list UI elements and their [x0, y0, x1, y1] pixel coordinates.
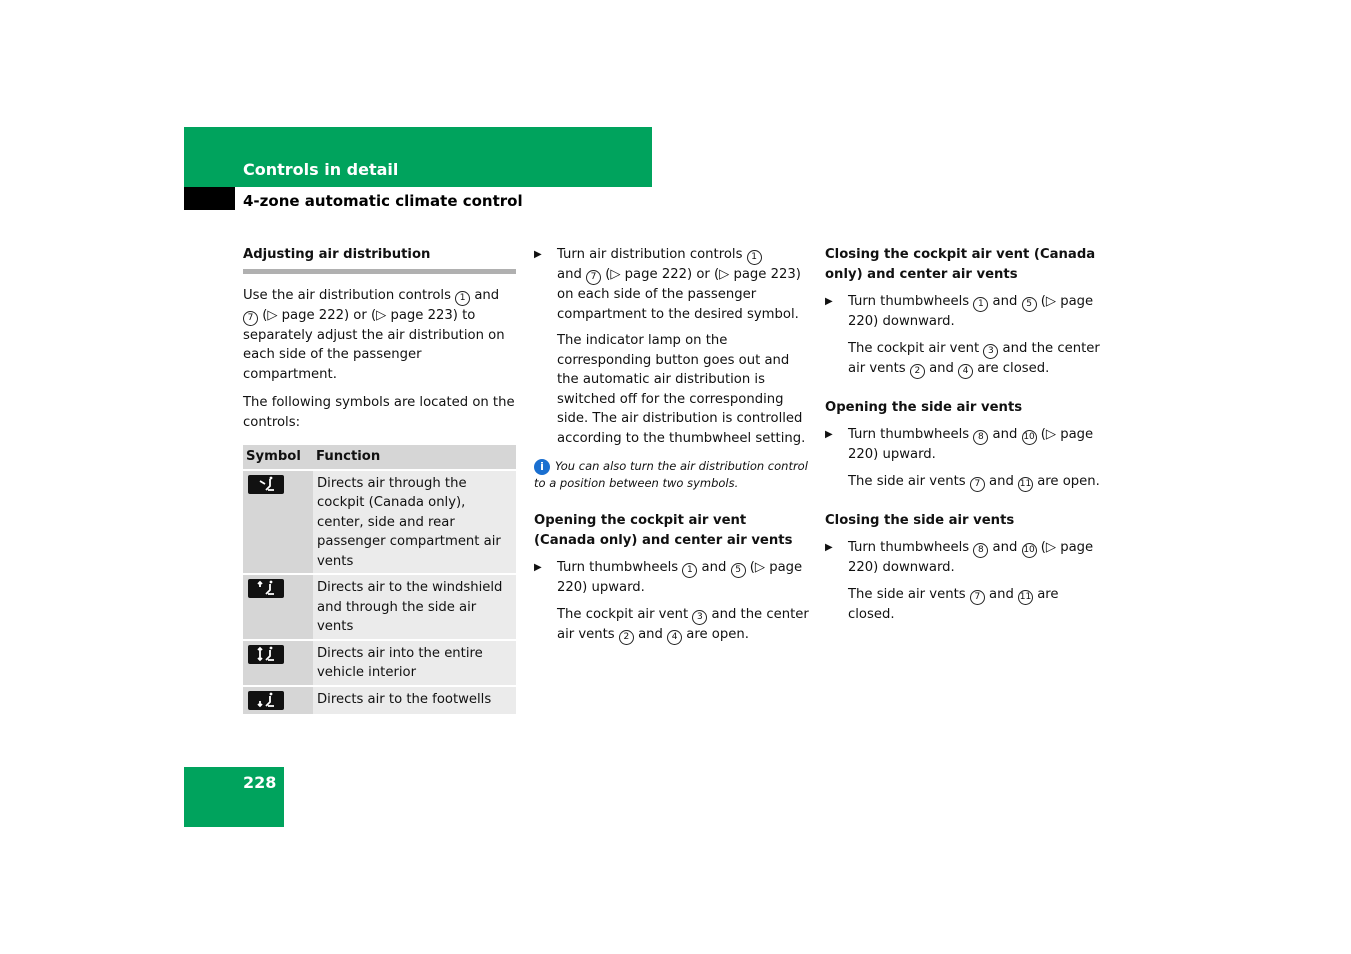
text: Use the air distribution controls: [243, 287, 456, 303]
symbol-cell: [243, 686, 313, 715]
footwell-icon: [248, 691, 284, 710]
text: and: [557, 267, 587, 282]
section-title: Controls in detail: [243, 160, 399, 179]
bullet-arrow-icon: ▶: [825, 429, 833, 440]
callout-number: 5: [731, 563, 746, 578]
header-function: Function: [313, 445, 516, 470]
text: The cockpit air vent: [848, 340, 984, 356]
callout-number: 7: [243, 311, 258, 326]
text: and: [470, 287, 500, 303]
callout-number: 3: [692, 610, 707, 625]
callout-number: 11: [1018, 590, 1033, 605]
text: and: [984, 586, 1019, 602]
callout-number: 3: [983, 344, 998, 359]
text: (▷ page 220) downward.: [848, 294, 1094, 329]
info-icon: i: [534, 459, 550, 475]
paragraph-indicator-lamp: The indicator lamp on the corresponding button goes out and the automatic air distribution is switched off for the corresponding side. The air distribution is controlled according to the thumbwheel setting.: [557, 333, 806, 446]
callout-number: 5: [1022, 297, 1037, 312]
entire-interior-icon: [248, 645, 284, 664]
page-number: 228: [243, 773, 277, 792]
heading-adjusting-air-distribution: Adjusting air distribution: [243, 247, 431, 262]
windshield-side-vents-icon: [248, 579, 284, 598]
function-cell: Directs air into the entire vehicle interior: [313, 640, 516, 686]
bullet-arrow-icon: ▶: [534, 562, 542, 573]
paragraph-intro: [243, 286, 516, 385]
callout-number: 7: [586, 270, 601, 285]
heading-closing-cockpit-vent: Closing the cockpit air vent (Canada only) and center air vents: [825, 247, 1096, 282]
callout-number: 2: [619, 630, 634, 645]
symbol-cell: [243, 574, 313, 640]
callout-number: 4: [667, 630, 682, 645]
callout-number: 4: [958, 364, 973, 379]
table-row: [243, 686, 516, 715]
callout-number: 10: [1022, 543, 1037, 558]
instruction-step: [534, 245, 810, 324]
text: (▷ page 220) upward.: [557, 560, 803, 595]
text: (▷ page 222) or (▷ page 223) on each side of the passenger compartment to the desired symbol.: [557, 267, 801, 322]
instruction-step: [825, 538, 1105, 578]
callout-number: 8: [973, 543, 988, 558]
text: Turn thumbwheels: [848, 427, 974, 442]
column-middle: [534, 245, 810, 654]
bullet-arrow-icon: ▶: [825, 542, 833, 553]
function-cell: Directs air to the windshield and through the side air vents: [313, 574, 516, 640]
bullet-arrow-icon: ▶: [534, 249, 542, 260]
text: and: [697, 560, 731, 575]
text: are open.: [1033, 473, 1100, 489]
text: are closed.: [973, 360, 1050, 376]
callout-number: 1: [747, 250, 762, 265]
heading-opening-side-vents: Opening the side air vents: [825, 399, 1023, 415]
text: The side air vents: [848, 586, 970, 602]
result-text: [825, 585, 1105, 625]
text: The side air vents: [848, 473, 970, 489]
text: Turn thumbwheels: [848, 294, 974, 309]
heading-closing-side-vents: Closing the side air vents: [825, 512, 1015, 528]
instruction-step: [825, 292, 1105, 332]
symbol-function-table: [243, 445, 516, 716]
instruction-step: [534, 558, 810, 598]
result-text: [825, 472, 1105, 492]
callout-number: 7: [970, 477, 985, 492]
text: and: [633, 626, 668, 642]
subsection-title: 4-zone automatic climate control: [243, 192, 523, 210]
instruction-step: [825, 425, 1105, 465]
text: and: [988, 540, 1022, 555]
text: and: [988, 294, 1022, 309]
header-tab-marker: [184, 187, 235, 210]
text: (▷ page 222) or (▷ page 223) to separately adjust the air distribution on each side of the passenger compartment.: [243, 307, 505, 382]
symbol-cell: [243, 640, 313, 686]
callout-number: 2: [910, 364, 925, 379]
note-text: You can also turn the air distribution control to a position between two symbols.: [534, 459, 808, 490]
text: and the center air vents: [848, 340, 1100, 376]
paragraph-symbols: The following symbols are located on the controls:: [243, 395, 515, 430]
bullet-arrow-icon: ▶: [825, 296, 833, 307]
function-cell: Directs air through the cockpit (Canada only), center, side and rear passenger compartment air vents: [313, 470, 516, 575]
text: Turn thumbwheels: [848, 540, 974, 555]
column-right: [825, 245, 1105, 633]
text: Turn air distribution controls: [557, 247, 747, 262]
table-row: [243, 640, 516, 686]
text: Turn thumbwheels: [557, 560, 683, 575]
text: and: [988, 427, 1022, 442]
function-cell: Directs air to the footwells: [313, 686, 516, 715]
callout-number: 10: [1022, 430, 1037, 445]
table-row: [243, 470, 516, 575]
text: and the center air vents: [557, 606, 809, 642]
heading-rule: [243, 269, 516, 274]
callout-number: 1: [682, 563, 697, 578]
header-symbol: Symbol: [243, 445, 313, 470]
callout-number: 7: [970, 590, 985, 605]
heading-opening-cockpit-vent: Opening the cockpit air vent (Canada only) and center air vents: [534, 513, 793, 548]
text: are open.: [682, 626, 749, 642]
cockpit-center-side-rear-vents-icon: [248, 475, 284, 494]
result-text: [534, 605, 810, 645]
text: and: [924, 360, 959, 376]
callout-number: 1: [455, 291, 470, 306]
text: (▷ page 220) upward.: [848, 427, 1094, 462]
text: (▷ page 220) downward.: [848, 540, 1094, 575]
symbol-cell: [243, 470, 313, 575]
callout-number: 8: [973, 430, 988, 445]
result-text: [825, 339, 1105, 379]
text: and: [984, 473, 1019, 489]
text: The cockpit air vent: [557, 606, 693, 622]
table-header-row: [243, 445, 516, 470]
callout-number: 1: [973, 297, 988, 312]
table-row: [243, 574, 516, 640]
callout-number: 11: [1018, 477, 1033, 492]
text: are closed.: [848, 586, 1059, 622]
info-note: [534, 458, 810, 492]
column-left: [243, 245, 516, 716]
